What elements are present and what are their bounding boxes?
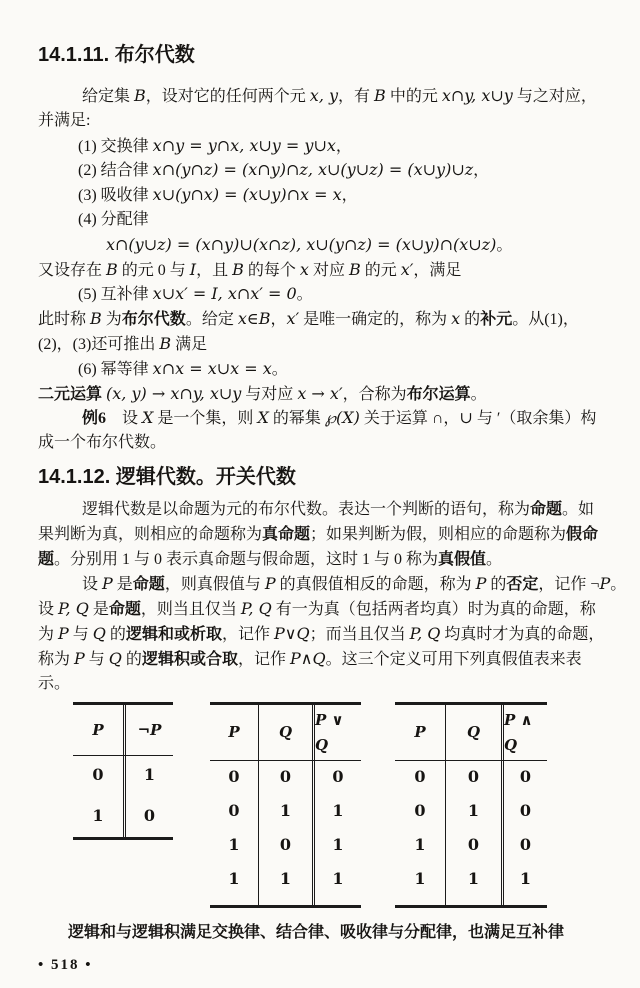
truth-table-cell: 0 [467, 834, 480, 854]
truth-table-cell: 1 [279, 868, 292, 888]
body-line: 给定集 B，设对它的任何两个元 x, y，有 B 中的元 x∩y, x∪y 与之对应， [82, 86, 597, 105]
truth-table-cell: 0 [279, 834, 292, 854]
law-line-complement: (5) 互补律 x∪x′ = I, x∩x′ = 0。 [78, 284, 313, 304]
truth-table-cell: 0 [519, 766, 532, 786]
body-line: 并满足: [38, 111, 91, 129]
header-rule [73, 755, 173, 756]
body-line: 逻辑代数是以命题为元的布尔代数。表达一个判断的语句，称为命题。如 [82, 500, 595, 518]
body-line: 此时称 B 为布尔代数。给定 x∈B，x′ 是唯一确定的，称为 x 的补元。从(1)， [38, 309, 579, 329]
table-column [123, 705, 173, 837]
truth-table-cell: 0 [414, 766, 426, 786]
truth-table-cell: 0 [228, 800, 240, 820]
table-column [73, 705, 123, 837]
section2-body [38, 498, 627, 696]
truth-table-header: P [414, 723, 426, 742]
header-rule [210, 760, 361, 761]
law-line-absorption: (3) 吸收律 x∪(y∩x) = (x∪y)∩x = x， [78, 185, 358, 205]
truth-table-cell: 1 [414, 834, 426, 854]
body-line: 又设存在 B 的元 0 与 I，且 B 的每个 x 对应 B 的元 x′，满足 [38, 259, 462, 279]
truth-table-cell: 1 [332, 834, 344, 854]
body-line: 称为 P 与 Q 的逻辑积或合取，记作 P∧Q。这三个定义可用下列真假值表来表 [38, 648, 582, 668]
truth-table-cell: 1 [467, 868, 480, 888]
truth-table-cell: 1 [279, 800, 292, 820]
body-line: (2)，(3)还可推出 B 满足 [38, 333, 208, 353]
truth-table-cell: 0 [519, 834, 532, 854]
table-column [501, 705, 547, 905]
truth-table-cell: 0 [279, 766, 292, 786]
header-rule [395, 760, 547, 761]
formula-line: x∩(y∪z) = (x∩y)∪(x∩z), x∪(y∩z) = (x∪y)∩(x∪z)。 [106, 234, 513, 254]
truth-table-cell: 1 [143, 765, 156, 785]
summary-note: 逻辑和与逻辑积满足交换律、结合律、吸收律与分配律，也满足互补律 [68, 924, 565, 942]
truth-tables-region [38, 702, 606, 908]
truth-table-conjunction [395, 702, 547, 908]
truth-table-cell: 1 [467, 800, 480, 820]
body-line: 设 P, Q 是命题，则当且仅当 P, Q 有一为真（包括两者均真）时为真的命题，称 [38, 599, 596, 619]
body-line: 设 P 是命题，则真假值与 P 的真假值相反的命题，称为 P 的否定，记作 ¬P。 [82, 574, 627, 594]
truth-table-header: Q [278, 723, 293, 742]
truth-table-cell: 0 [92, 765, 104, 785]
body-line: 成一个布尔代数。 [38, 434, 167, 452]
truth-table-cell: 1 [92, 806, 104, 826]
truth-table-cell: 0 [228, 766, 240, 786]
body-line: 题。分别用 1 与 0 表示真命题与假命题，这时 1 与 0 称为真假值。 [38, 550, 503, 568]
section-heading-logic-algebra: 14.1.12. 逻辑代数。开关代数 [38, 465, 296, 488]
law-line-commutative: (1) 交换律 x∩y = y∩x, x∪y = y∪x， [78, 135, 352, 155]
body-line: 为 P 与 Q 的逻辑和或析取，记作 P∨Q；而当且仅当 P, Q 均真时才为真的命题， [38, 623, 605, 643]
body-line: 示。 [38, 674, 71, 692]
body-line: 果判断为真，则相应的命题称为真命题；如果判断为假，则相应的命题称为假命 [38, 525, 599, 543]
truth-table-negation [73, 702, 173, 840]
truth-table-cell: 0 [467, 766, 480, 786]
table-column [312, 705, 361, 905]
truth-table-cell: 0 [332, 766, 344, 786]
truth-table-header: Q [466, 723, 481, 742]
section-heading-boolean-algebra: 14.1.11. 布尔代数 [38, 44, 195, 66]
table-column [210, 705, 258, 905]
truth-table-disjunction [210, 702, 361, 908]
truth-table-cell: 1 [414, 868, 426, 888]
table-column [445, 705, 501, 905]
truth-table-header: P ∧ Q [504, 711, 533, 754]
truth-table-cell: 1 [228, 834, 240, 854]
truth-table-cell: 1 [228, 868, 240, 888]
section1-body [38, 84, 606, 456]
truth-table-cell: 0 [414, 800, 426, 820]
truth-table-cell: 1 [332, 800, 344, 820]
truth-table-header: P [228, 723, 240, 742]
body-line: 二元运算 (x, y) → x∩y, x∪y 与对应 x → x′，合称为布尔运算。 [38, 383, 487, 403]
truth-table-header: P [92, 720, 104, 739]
table-column [258, 705, 312, 905]
law-line-distributive: (4) 分配律 [78, 210, 149, 228]
truth-table-cell: 1 [519, 868, 532, 888]
page-number: • 518 • [38, 957, 93, 974]
example-line: 例6 设 X 是一个集，则 X 的幂集 ℘(X) 关于运算 ∩，∪ 与 ′（取余集）构 [82, 408, 597, 428]
truth-table-header: ¬P [137, 720, 162, 739]
law-line-associative: (2) 结合律 x∩(y∩z) = (x∩y)∩z, x∪(y∪z) = (x∪y)∪z， [78, 160, 490, 180]
table-column [395, 705, 445, 905]
truth-table-header: P ∨ Q [315, 711, 344, 754]
law-line-idempotent: (6) 幂等律 x∩x = x∪x = x。 [78, 358, 288, 378]
truth-table-cell: 0 [143, 806, 156, 826]
truth-table-cell: 1 [332, 868, 344, 888]
truth-table-cell: 0 [519, 800, 532, 820]
